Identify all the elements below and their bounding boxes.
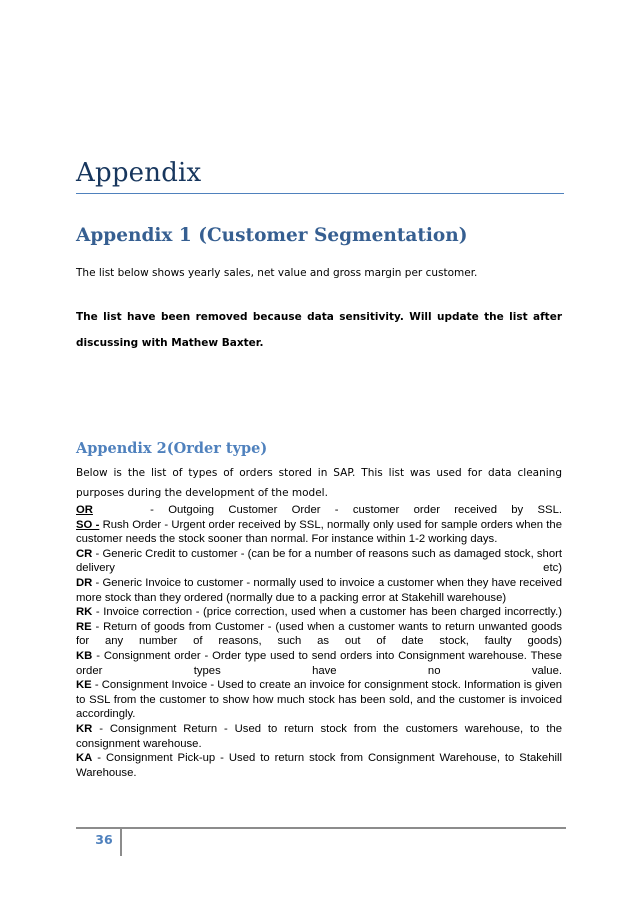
order-code: KA [76, 752, 93, 765]
order-type-so [76, 518, 562, 547]
order-description: - Invoice correction - (price correction, used when a customer has been charged incorrectly.) [95, 606, 562, 619]
appendix-1-note: The list have been removed because data sensitivity. Will update the list after discussing with Mathew Baxter. [76, 311, 562, 349]
footer-rule [76, 827, 566, 829]
page-number: 36 [95, 832, 113, 847]
heading-underline [76, 193, 564, 194]
appendix-1-intro: The list below shows yearly sales, net value and gross margin per customer. [76, 267, 478, 279]
order-description: - Consignment Invoice - Used to create an invoice for consignment stock. Information is given to SSL from the customer to show how much stock has been sold, and the customer is invoiced accordingly. [76, 679, 563, 721]
order-type-ka [76, 751, 562, 780]
order-type-cr [76, 547, 562, 576]
order-type-rk [76, 605, 562, 620]
order-type-or [76, 503, 562, 518]
order-code: OR [76, 504, 93, 516]
order-description: - Generic Credit to customer - (can be for a number of reasons such as damaged stock, short delivery etc) [76, 547, 562, 575]
order-type-ke [76, 678, 562, 722]
order-type-dr [76, 576, 562, 605]
appendix-2-intro: Below is the list of types of orders stored in SAP. This list was used for data cleaning purposes during the development of the model. [76, 467, 562, 499]
appendix-2-title: Appendix 2(Order type) [76, 440, 268, 457]
order-code: RE [76, 620, 92, 633]
order-description: - Outgoing Customer Order - customer order received by SSL. [150, 504, 562, 516]
footer-divider [120, 829, 122, 856]
order-type-re [76, 620, 562, 649]
order-code: KR [76, 722, 93, 735]
order-description: - Consignment order - Order type used to send orders into Consignment warehouse. These order types have no value. [76, 649, 562, 677]
order-description: - Consignment Return - Used to return stock from the customers warehouse, to the consignment warehouse. [76, 722, 563, 750]
appendix-heading: Appendix [76, 158, 202, 188]
order-code: DR [76, 576, 93, 589]
order-code: KB [76, 649, 93, 662]
order-code: RK [76, 606, 93, 619]
order-description: Rush Order - Urgent order received by SSL, normally only used for sample orders when the customer needs the stock sooner than normal. For instance within 1-2 working days. [76, 518, 562, 546]
order-type-kr [76, 722, 562, 751]
order-type-kb [76, 649, 562, 678]
appendix-1-title: Appendix 1 (Customer Segmentation) [76, 225, 468, 246]
order-code: CR [76, 547, 93, 560]
order-code: KE [76, 679, 92, 692]
order-type-list [76, 503, 562, 780]
order-description: - Consignment Pick-up - Used to return stock from Consignment Warehouse, to Stakehill Warehouse. [76, 752, 563, 779]
order-code: SO - [76, 518, 100, 531]
order-description: - Return of goods from Customer - (used when a customer wants to return unwanted goods for any number of reasons, such as out of date stock, faulty goods) [76, 620, 562, 648]
order-description: - Generic Invoice to customer - normally used to invoice a customer when they have received more stock than they ordered (normally due to a packing error at Stakehill warehouse) [76, 576, 562, 604]
